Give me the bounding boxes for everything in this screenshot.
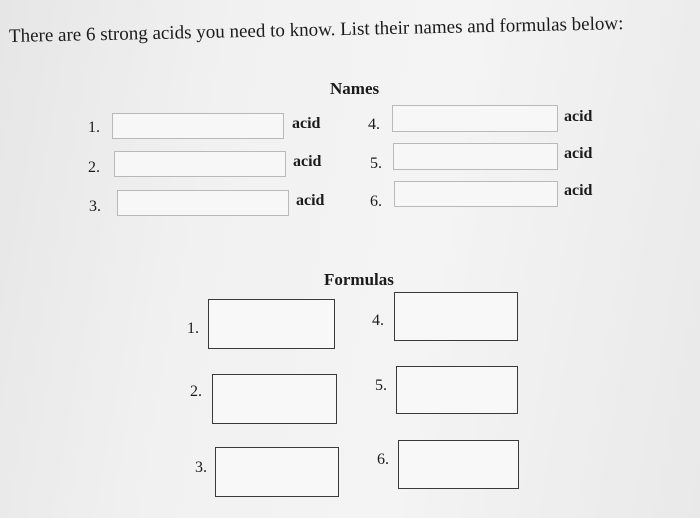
formula-number-4: 4.: [372, 312, 384, 329]
acid-suffix-4: acid: [564, 108, 593, 125]
formula-number-1: 1.: [187, 320, 199, 337]
name-input-5[interactable]: [393, 143, 558, 170]
formula-number-2: 2.: [190, 383, 202, 400]
acid-suffix-2: acid: [293, 153, 322, 170]
formula-input-1[interactable]: [208, 299, 335, 349]
names-heading: Names: [330, 79, 380, 98]
instruction-text: There are 6 strong acids you need to know. List their names and formulas below:: [8, 13, 624, 47]
name-number-2: 2.: [88, 159, 100, 176]
name-number-1: 1.: [88, 119, 100, 136]
formulas-heading: Formulas: [324, 270, 394, 289]
name-input-4[interactable]: [392, 105, 558, 132]
name-input-1[interactable]: [112, 113, 284, 139]
formula-input-4[interactable]: [394, 292, 518, 341]
acid-suffix-5: acid: [564, 145, 593, 162]
name-number-3: 3.: [89, 198, 101, 215]
name-input-6[interactable]: [394, 181, 558, 207]
name-number-5: 5.: [370, 155, 382, 172]
formula-number-3: 3.: [195, 459, 207, 476]
acid-suffix-6: acid: [564, 182, 593, 199]
name-number-4: 4.: [368, 116, 380, 133]
acid-suffix-1: acid: [292, 115, 321, 132]
acid-suffix-3: acid: [296, 192, 325, 209]
name-number-6: 6.: [370, 193, 382, 210]
name-input-2[interactable]: [114, 151, 286, 177]
formula-number-5: 5.: [375, 377, 387, 394]
formula-input-5[interactable]: [396, 366, 518, 414]
formula-number-6: 6.: [377, 451, 389, 468]
formula-input-6[interactable]: [398, 440, 519, 489]
formula-input-3[interactable]: [215, 447, 339, 497]
name-input-3[interactable]: [117, 190, 289, 216]
formula-input-2[interactable]: [212, 374, 337, 424]
